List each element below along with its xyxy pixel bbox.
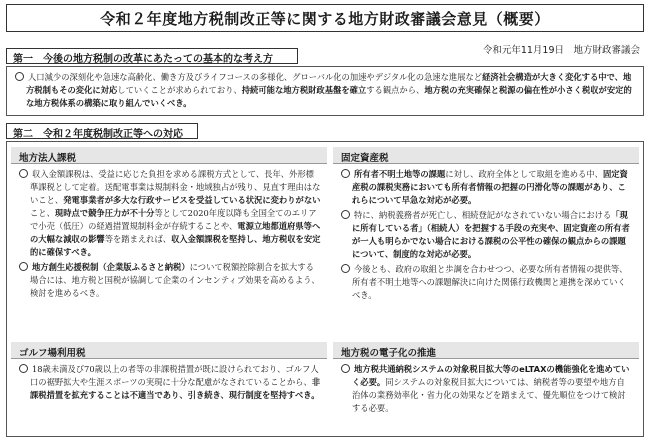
page-title: 令和２年度地方税制改正等に関する地方財政審議会意見（概要） bbox=[6, 4, 644, 32]
bullet-circle-icon bbox=[341, 364, 350, 373]
panel-fixed-asset-tax bbox=[333, 147, 639, 335]
panel-title: ゴルフ場利用税 bbox=[11, 342, 327, 359]
bullet-item: 収入金額課税は、受益に応じた負担を求める課税方式として、長年、外形標準課税として定着。送配電事業は規制料金・地域独占が残り、見直す理由はないこと、発電事業者が多大な行政サービスを受益している状況に変わりがないこと、現時点で競争圧力が不十分等として2020年度以降も全国全てのエリアで小売（低圧）の経過措置規制料金が存続することや、電源立地都道府県等への大幅な減収の影響等を踏まえれば、収入金額課税を堅持し、地方税収を安定的に確保すべき。 bbox=[19, 168, 321, 259]
panel-title: 地方法人課税 bbox=[11, 147, 327, 164]
bullet-item: 地方税共通納税システムの対象税目拡大等のeLTAXの機能強化を進めていく必要。同システムの対象税目拡大については、納税者等の要望や地方自治体の業務効率化・省力化の効果などを踏まえて、優先順位をつけて検討する必要。 bbox=[341, 363, 633, 415]
date-and-author: 令和元年11月19日 地方財政審議会 bbox=[482, 45, 640, 56]
bullet-circle-icon bbox=[19, 262, 28, 271]
bullet-circle-icon bbox=[341, 264, 350, 273]
panel-title: 地方税の電子化の推進 bbox=[333, 342, 639, 359]
bullet-circle-icon bbox=[341, 210, 350, 219]
bullet-item: 特に、納税義務者が死亡し、相続登記がなされていない場合における「現に所有している者」（相続人）を把握する手段の充実や、固定資産の所有者が一人も明らかでない場合における課税の公平性の確保の観点からの課題について、制度的な対応が必要。 bbox=[341, 209, 633, 261]
bullet-item: 地方創生応援税制（企業版ふるさと納税）について税額控除割合を拡大する場合には、地方税と国税が協調して企業のインセンティブ効果を高めるよう、検討を進めるべき。 bbox=[19, 261, 321, 300]
panel-local-corporate-tax bbox=[11, 147, 327, 335]
bullet-item: 今後とも、政府の取組と歩調を合わせつつ、必要な所有者情報の提供等、所有者不明土地等への課題解決に向けた関係行政機関と連携を深めていくべき。 bbox=[341, 263, 633, 302]
bullet-circle-icon bbox=[341, 169, 350, 178]
section1-body bbox=[6, 66, 644, 116]
bullet-circle-icon bbox=[19, 364, 28, 373]
section1-header: 第一 今後の地方税制の改革にあたっての基本的な考え方 bbox=[6, 48, 298, 64]
panel-tax-digitalization bbox=[333, 342, 639, 434]
panel-golf-course-tax bbox=[11, 342, 327, 434]
panel-title: 固定資産税 bbox=[333, 147, 639, 164]
bullet-item: 所有者不明土地等の課題に対し、政府全体として取組を進める中、固定資産税の課税実務においても所有者情報の把握の円滑化等の課題があり、これらについて早急な対応が必要。 bbox=[341, 168, 633, 207]
section1-bullet: 人口減少の深刻化や急速な高齢化、働き方及びライフコースの多様化、グローバル化の加速やデジタル化の急速な進展など経済社会構造が大きく変化する中で、地方税制もその変化に対応していくことが求められており、持続可能な地方税財政基盤を確立する観点から、地方税の充実確保と税源の偏在性が小さく税収が安定的な地方税体系の構築に取り組んでいくべき。 bbox=[15, 71, 637, 110]
bullet-item: 18歳未満及び70歳以上の者等の非課税措置が既に設けられており、ゴルフ人口の裾野拡大や生涯スポーツの実現に十分な配慮がなされていることから、非課税措置を拡充することは不適当であり、引き続き、現行制度を堅持すべき。 bbox=[19, 363, 321, 402]
section2-body bbox=[6, 141, 644, 437]
bullet-circle-icon bbox=[19, 169, 28, 178]
bullet-circle-icon bbox=[15, 72, 24, 81]
section2-header: 第二 令和２年度税制改正等への対応 bbox=[6, 123, 198, 139]
